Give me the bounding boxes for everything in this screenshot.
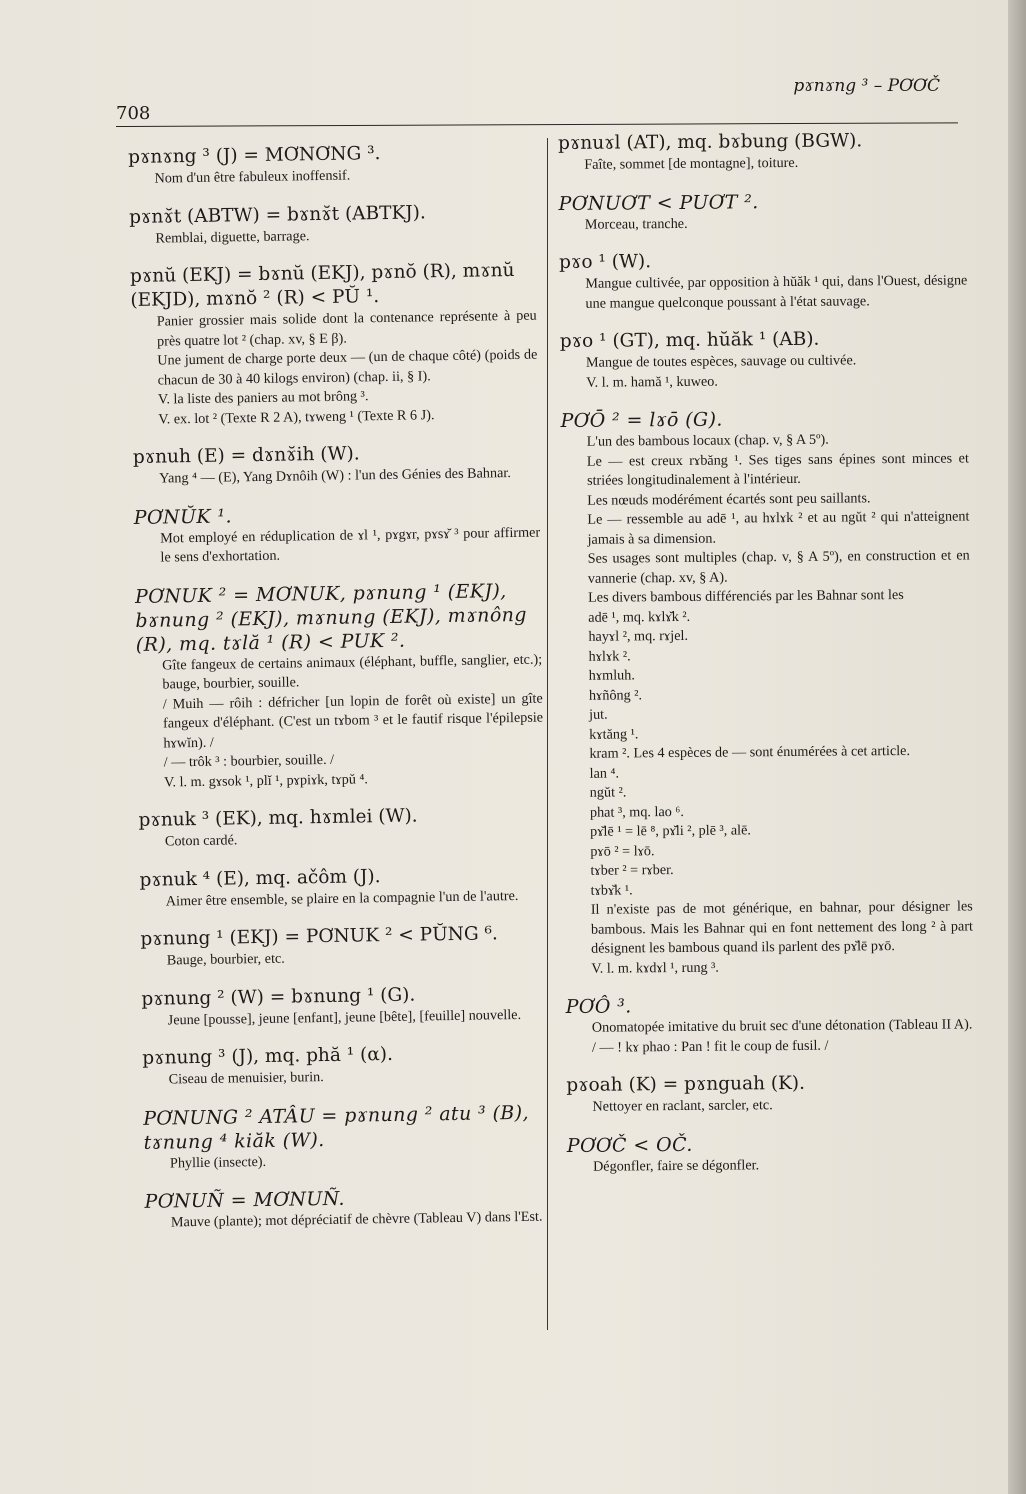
entry-headword: PƠNUK ² = MƠNUK, pɤnung ¹ (EKJ), bɤnung ² (EKJ), mɤnung (EKJ), mɤnông (R), mq. tɤlă ¹ (R) < PUK ². [134, 579, 528, 656]
entry-definition: Morceau, tranche. [584, 215, 688, 233]
entry-headword: pɤnung ³ (J), mq. phă ¹ (α). [142, 1043, 394, 1069]
dictionary-entry [129, 199, 536, 249]
entry-definition: / — ! kɤ phao : Pan ! fit le coup de fusil. / [591, 1037, 829, 1056]
entry-definition: jut. [589, 706, 608, 723]
entry-headword: PƠNUNG ² ATÂU = pɤnung ² atu ³ (B), tɤnung ⁴ kiăk (W). [143, 1101, 530, 1154]
entry-headword: pɤnŭ (EKJ) = bɤnŭ (EKJ), pɤnŏ (R), mɤnŭ (EKJD), mɤnŏ ² (R) < PŬ ¹. [129, 259, 515, 311]
entry-definition: Mauve (plante); mot dépréciatif de chèvre (Tableau V) dans l'Est. [170, 1208, 543, 1231]
left-column [128, 140, 551, 1250]
dictionary-entry [560, 405, 973, 979]
entry-definition: Onomatopée imitative du bruit sec d'une détonation (Tableau II A). [591, 1016, 973, 1036]
dictionary-entry [134, 499, 541, 568]
entry-headword: pɤnung ² (W) = bɤnung ¹ (G). [141, 984, 416, 1010]
entry-definition: Aimer être ensemble, se plaire en la compagnie l'un de l'autre. [165, 887, 519, 909]
dictionary-entry [144, 1183, 551, 1233]
entry-headword: pɤnuk ⁴ (E), mq. ačôm (J). [139, 865, 381, 891]
entry-definition: Le — ressemble au adē ¹, au hɤlɤk ² et au ngŭt ² qui n'atteignent jamais à sa dimension. [587, 508, 970, 548]
entry-definition: Mot employé en réduplication de ɤl ¹, pɤgɤr, pɤsɤ̆ ³ pour affirmer le sens d'exhortation. [160, 524, 541, 566]
entry-definition: pɤ̆lē ¹ = lē ⁸, pɤ̆li ², plē ³, alē. [590, 822, 752, 840]
entry-definition: lan ⁴. [589, 764, 620, 782]
entry-definition: phat ³, mq. lao ⁶. [589, 803, 684, 821]
entry-definition: V. ex. lot ² (Texte R 2 A), tɤweng ¹ (Texte R 6 J). [158, 406, 435, 428]
book-gutter [1008, 0, 1026, 1494]
header-rule [116, 122, 958, 127]
entry-headword: pɤnung ¹ (EKJ) = PƠNUK ² < PŬNG ⁶. [140, 923, 499, 950]
entry-definition: Le — est creux rɤbăng ¹. Ses tiges sans épines sont minces et striées longitudinalement à l'intérieur. [586, 449, 969, 489]
entry-headword: PƠNŬK ¹. [133, 504, 233, 529]
entry-definition: Remblai, diguette, barrage. [155, 227, 310, 247]
entry-headword: pɤnɤ̆t (ABTW) = bɤnɤ̆t (ABTKJ). [128, 201, 426, 228]
dictionary-entry [135, 578, 544, 793]
dictionary-entry [139, 862, 546, 912]
entry-definition: Jeune [pousse], jeune [enfant], jeune [bête], [feuille] nouvelle. [167, 1006, 522, 1028]
entry-definition: Phyllie (insecte). [169, 1153, 267, 1171]
entry-headword: pɤnuɤl (AT), mq. bɤbung (BGW). [558, 130, 863, 154]
entry-definition: Panier grossier mais solide dont la contenance représente à peu près quatre lot ² (chap. xv, § E β). [156, 307, 537, 350]
entry-headword: pɤoah (K) = pɤnguah (K). [566, 1072, 806, 1096]
entry-headword: pɤnuh (E) = dɤnɤ̆ih (W). [132, 443, 360, 468]
dictionary-entry [133, 440, 540, 490]
entry-definition: tɤbɤ̆k ¹. [590, 881, 633, 899]
entry-definition: Faîte, sommet [de montagne], toiture. [584, 154, 799, 173]
entry-definition: Gîte fangeux de certains animaux (éléphant, buffle, sanglier, etc.); bauge, bourbier, souille. [162, 651, 543, 693]
entry-definition: hɤlɤk ². [588, 647, 631, 665]
page-number: 708 [116, 103, 151, 124]
dictionary-entry [560, 326, 969, 393]
entry-headword: PƠŌ ² = lɤō (G). [560, 408, 723, 432]
entry-definition: ngŭt ². [589, 784, 627, 801]
entry-definition: L'un des bambous locaux (chap. v, § A 5º). [586, 431, 829, 450]
entry-definition: kɤtăng ¹. [589, 725, 639, 743]
dictionary-entry [128, 140, 535, 190]
entry-definition: / — trôk ³ : bourbier, souille. / [163, 751, 335, 771]
entry-definition: Il n'existe pas de mot générique, en bahnar, pour désigner les bambous. Mais les Bahnar qui en font nettement des long ² à part désignent les bambous quand ils parlent des pɤ̆lē pɤō. [590, 898, 974, 957]
dictionary-entry [566, 1070, 974, 1117]
entry-headword: pɤo ¹ (W). [559, 251, 652, 273]
entry-definition: V. l. m. gɤsok ¹, plĭ ¹, pɤpiɤk, tɤpŭ ⁴. [163, 770, 369, 791]
entry-definition: Les nœuds modérément écartés sont peu saillants. [587, 489, 871, 509]
entry-definition: Mangue cultivée, par opposition à hŭăk ¹ qui, dans l'Ouest, désigne une mangue quelconque poussant à l'état sauvage. [585, 272, 968, 312]
entry-headword: pɤo ¹ (GT), mq. hŭăk ¹ (AB). [559, 328, 820, 352]
entry-definition: Mangue de toutes espèces, sauvage ou cultivée. [585, 352, 857, 371]
entry-definition: hɤmluh. [588, 667, 635, 684]
entry-definition: tɤber ² = rɤber. [590, 862, 674, 879]
entry-definition: Ses usages sont multiples (chap. v, § A 5º), en construction et en vannerie (chap. xv, § A). [587, 547, 970, 587]
dictionary-entry [566, 991, 975, 1058]
entry-headword: PƠNUÑ = MƠNUÑ. [144, 1187, 346, 1213]
entry-definition: hayɤl ², mq. rɤjel. [588, 627, 689, 645]
entry-definition: pɤō ² = lɤō. [590, 842, 655, 860]
dictionary-entry [558, 128, 966, 175]
entry-headword: PƠÔ ³. [565, 995, 632, 1018]
entry-headword: PƠNUƠT < PUƠT ². [558, 190, 759, 215]
entry-definition: Dégonfler, faire se dégonfler. [592, 1156, 760, 1175]
dictionary-entry [142, 1041, 549, 1091]
entry-headword: pɤnɤng ³ (J) = MƠNƠNG ³. [128, 143, 381, 168]
entry-definition: Nom d'un être fabuleux inoffensif. [154, 167, 351, 187]
dictionary-entry [140, 922, 547, 972]
dictionary-entry [138, 803, 545, 853]
entry-definition: kram ². Les 4 espèces de — sont énumérées à cet article. [589, 742, 911, 762]
running-head: pɤnɤng ³ – PƠƠČ [793, 76, 940, 96]
entry-definition: Une jument de charge porte deux — (un de chaque côté) (poids de chacun de 30 à 40 kilogs environ) (chap. ii, § I). [157, 346, 538, 389]
entry-headword: pɤnuk ³ (EK), mq. hɤmlei (W). [138, 805, 418, 831]
entry-definition: Bauge, bourbier, etc. [166, 950, 285, 969]
entry-headword: PƠƠČ < OČ. [566, 1133, 693, 1157]
dictionary-entry [559, 247, 968, 314]
entry-definition: V. la liste des paniers au mot brông ³. [157, 388, 369, 408]
dictionary-entry [141, 981, 548, 1031]
entry-definition: V. l. m. hamă ¹, kuweo. [586, 373, 718, 391]
entry-definition: adē ¹, mq. kɤlɤ̆k ². [588, 608, 691, 626]
entry-definition: / Muih — rôih : défricher [un lopin de forêt où existe] un gîte fangeux d'éléphant. (C'est un tɤbom ³ et le fautif risque l'épilepsie hɤwĭn). / [162, 690, 544, 752]
dictionary-entry [143, 1100, 550, 1174]
entry-definition: Les divers bambous différenciés par les Bahnar sont les [587, 587, 904, 606]
dictionary-entry [559, 188, 967, 235]
entry-definition: V. l. m. kɤdɤl ¹, rung ³. [591, 959, 720, 977]
entry-definition: Coton cardé. [164, 832, 238, 850]
dictionary-entry [567, 1130, 975, 1177]
entry-definition: hɤñông ². [588, 686, 643, 704]
right-column [558, 128, 975, 1193]
dictionary-entry [130, 259, 539, 430]
entry-definition: Nettoyer en raclant, sarcler, etc. [592, 1097, 773, 1115]
entry-definition: Ciseau de menuisier, burin. [168, 1069, 324, 1088]
entry-definition: Yang ⁴ — (E), Yang Dɤnôih (W) : l'un des Génies des Bahnar. [159, 465, 511, 487]
